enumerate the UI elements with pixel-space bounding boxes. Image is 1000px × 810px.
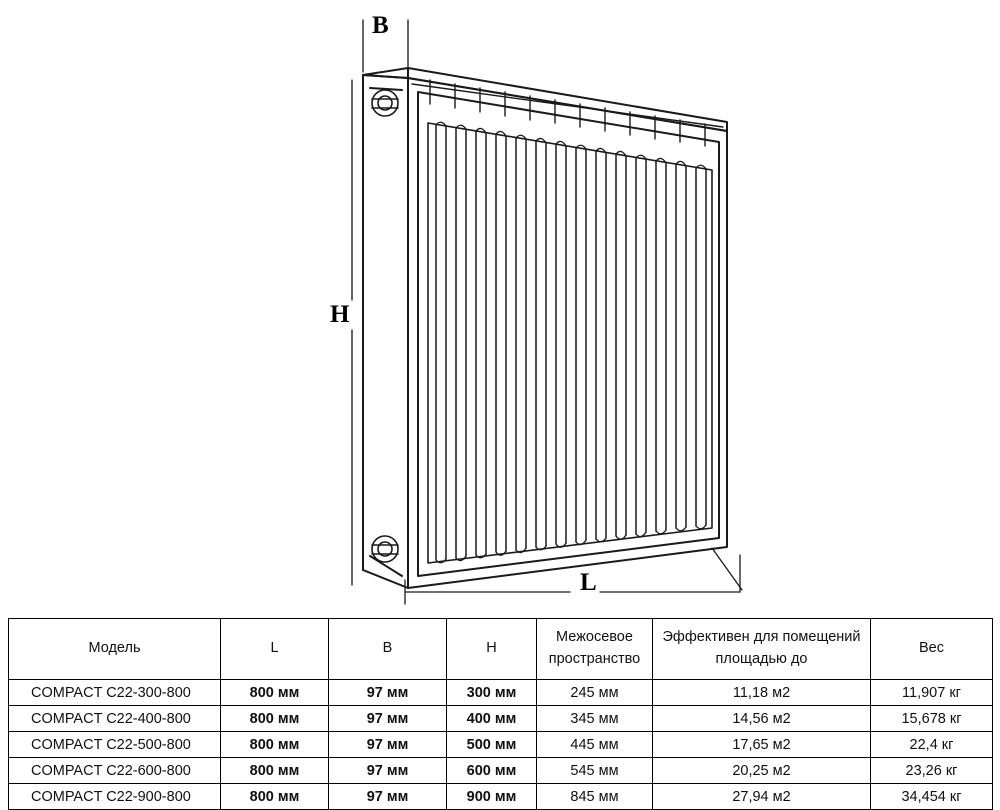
cell-weight: 15,678 кг — [871, 706, 993, 732]
header-effective-area-line2: площадью до — [715, 651, 808, 667]
table-row — [9, 706, 993, 732]
cell-h: 500 мм — [447, 732, 537, 758]
header-h: H — [447, 619, 537, 680]
cell-h: 400 мм — [447, 706, 537, 732]
cell-effective-area: 17,65 м2 — [653, 732, 871, 758]
header-center-distance — [537, 619, 653, 680]
table-header-row — [9, 619, 993, 680]
dimension-label-l: L — [580, 569, 597, 596]
cell-l: 800 мм — [221, 680, 329, 706]
table-row — [9, 732, 993, 758]
cell-l: 800 мм — [221, 706, 329, 732]
table-row — [9, 784, 993, 810]
cell-model: COMPACT C22-600-800 — [9, 758, 221, 784]
radiator-side-face — [363, 75, 408, 588]
cell-l: 800 мм — [221, 758, 329, 784]
cell-l: 800 мм — [221, 784, 329, 810]
cell-weight: 34,454 кг — [871, 784, 993, 810]
table-row — [9, 680, 993, 706]
dimension-label-b: B — [372, 12, 389, 39]
cell-model: COMPACT C22-900-800 — [9, 784, 221, 810]
cell-b: 97 мм — [329, 784, 447, 810]
cell-effective-area: 20,25 м2 — [653, 758, 871, 784]
cell-center-distance: 245 мм — [537, 680, 653, 706]
cell-model: COMPACT C22-300-800 — [9, 680, 221, 706]
cell-center-distance: 545 мм — [537, 758, 653, 784]
cell-b: 97 мм — [329, 680, 447, 706]
cell-model: COMPACT C22-400-800 — [9, 706, 221, 732]
header-effective-area — [653, 619, 871, 680]
cell-center-distance: 445 мм — [537, 732, 653, 758]
radiator-front-plate — [428, 123, 712, 563]
cell-weight: 23,26 кг — [871, 758, 993, 784]
bottom-connection-fitting — [372, 536, 398, 562]
cell-center-distance: 345 мм — [537, 706, 653, 732]
cell-b: 97 мм — [329, 706, 447, 732]
cell-b: 97 мм — [329, 732, 447, 758]
cell-weight: 22,4 кг — [871, 732, 993, 758]
top-connection-fitting — [372, 90, 398, 116]
radiator-fins — [436, 125, 706, 560]
cell-h: 900 мм — [447, 784, 537, 810]
table-body — [9, 680, 993, 810]
cell-b: 97 мм — [329, 758, 447, 784]
cell-h: 600 мм — [447, 758, 537, 784]
table-row — [9, 758, 993, 784]
header-model: Модель — [9, 619, 221, 680]
header-b: B — [329, 619, 447, 680]
header-l: L — [221, 619, 329, 680]
cell-center-distance: 845 мм — [537, 784, 653, 810]
cell-weight: 11,907 кг — [871, 680, 993, 706]
header-effective-area-line1: Эффективен для помещений — [662, 629, 861, 646]
cell-h: 300 мм — [447, 680, 537, 706]
header-center-distance-line1: Межосевое — [556, 629, 633, 646]
specifications-table — [8, 618, 993, 810]
cell-model: COMPACT C22-500-800 — [9, 732, 221, 758]
header-weight: Вес — [871, 619, 993, 680]
cell-effective-area: 27,94 м2 — [653, 784, 871, 810]
header-center-distance-line2: пространство — [548, 651, 641, 667]
cell-effective-area: 14,56 м2 — [653, 706, 871, 732]
cell-l: 800 мм — [221, 732, 329, 758]
cell-effective-area: 11,18 м2 — [653, 680, 871, 706]
dimension-label-h: H — [330, 301, 350, 328]
